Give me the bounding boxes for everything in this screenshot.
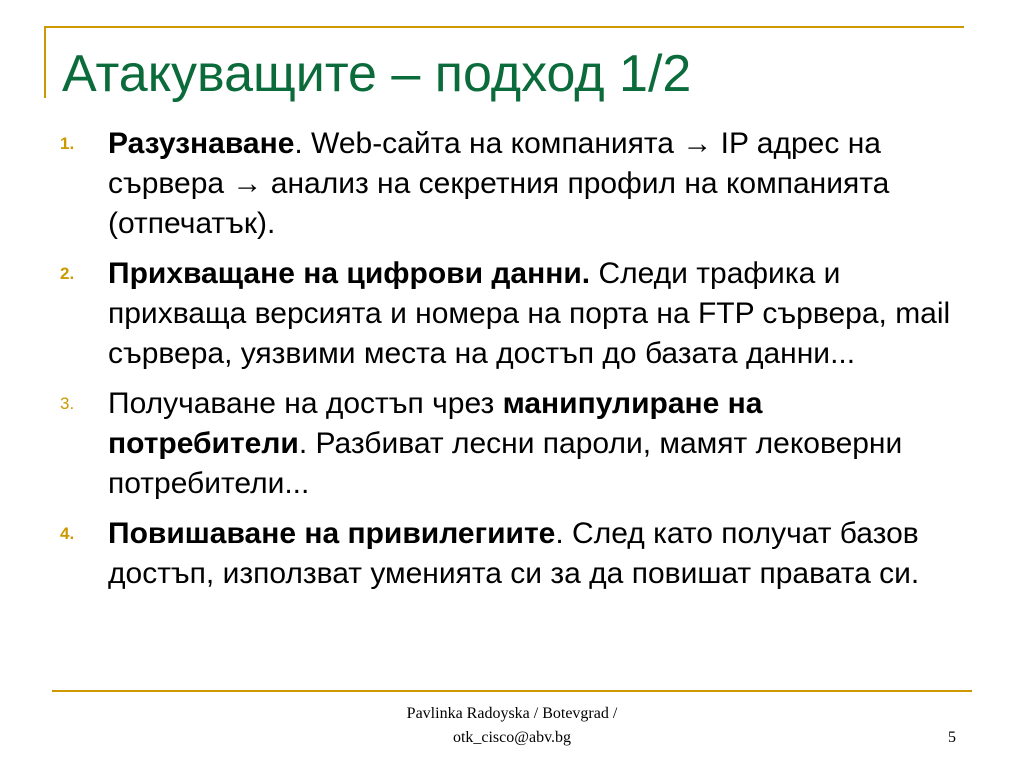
list-number: 4. [60, 524, 75, 543]
item-text: Следи трафика и прихваща версията и номера на порта на FTP сървера, mail сървера, уязвими места на достъп до базата данни... [108, 257, 951, 370]
title-frame-left-rule [44, 26, 46, 98]
item-bold-text: Прихващане на цифрови данни. [108, 257, 591, 290]
footer-email: otk_cisco@abv.bg [452, 729, 572, 746]
list-number: 2. [60, 264, 75, 283]
list-item [60, 254, 960, 374]
list-number: 3. [60, 394, 75, 413]
page-number: 5 [948, 729, 956, 746]
list-number: 1. [60, 134, 75, 153]
item-bold-text: Повишаване на привилегиите [108, 517, 556, 550]
item-bold-text: Разузнаване [108, 127, 295, 160]
title-frame-top-rule [44, 26, 964, 28]
item-text: . Разбиват лесни пароли, мамят лековерни потребители... [108, 427, 903, 500]
bullet-list [60, 124, 960, 604]
footer-author [312, 702, 712, 750]
list-item [60, 514, 960, 594]
footer-rule [52, 690, 972, 692]
item-text: . След като получат базов достъп, използват уменията си за да повишат правата си. [108, 517, 920, 590]
item-bold-text: манипулиране на потребители [108, 387, 763, 460]
slide-title: Атакуващите – подход 1/2 [62, 45, 692, 103]
item-pre-text: Получаване на достъп чрез [108, 387, 503, 420]
item-text: . Web-сайта на компанията → IP адрес на сървера → анализ на секретния профил на компанията (отпечатък). [108, 127, 890, 240]
list-item [60, 384, 960, 504]
footer-author-line: Pavlinka Radoyska / Botevgrad / [406, 705, 618, 722]
list-item [60, 124, 960, 244]
